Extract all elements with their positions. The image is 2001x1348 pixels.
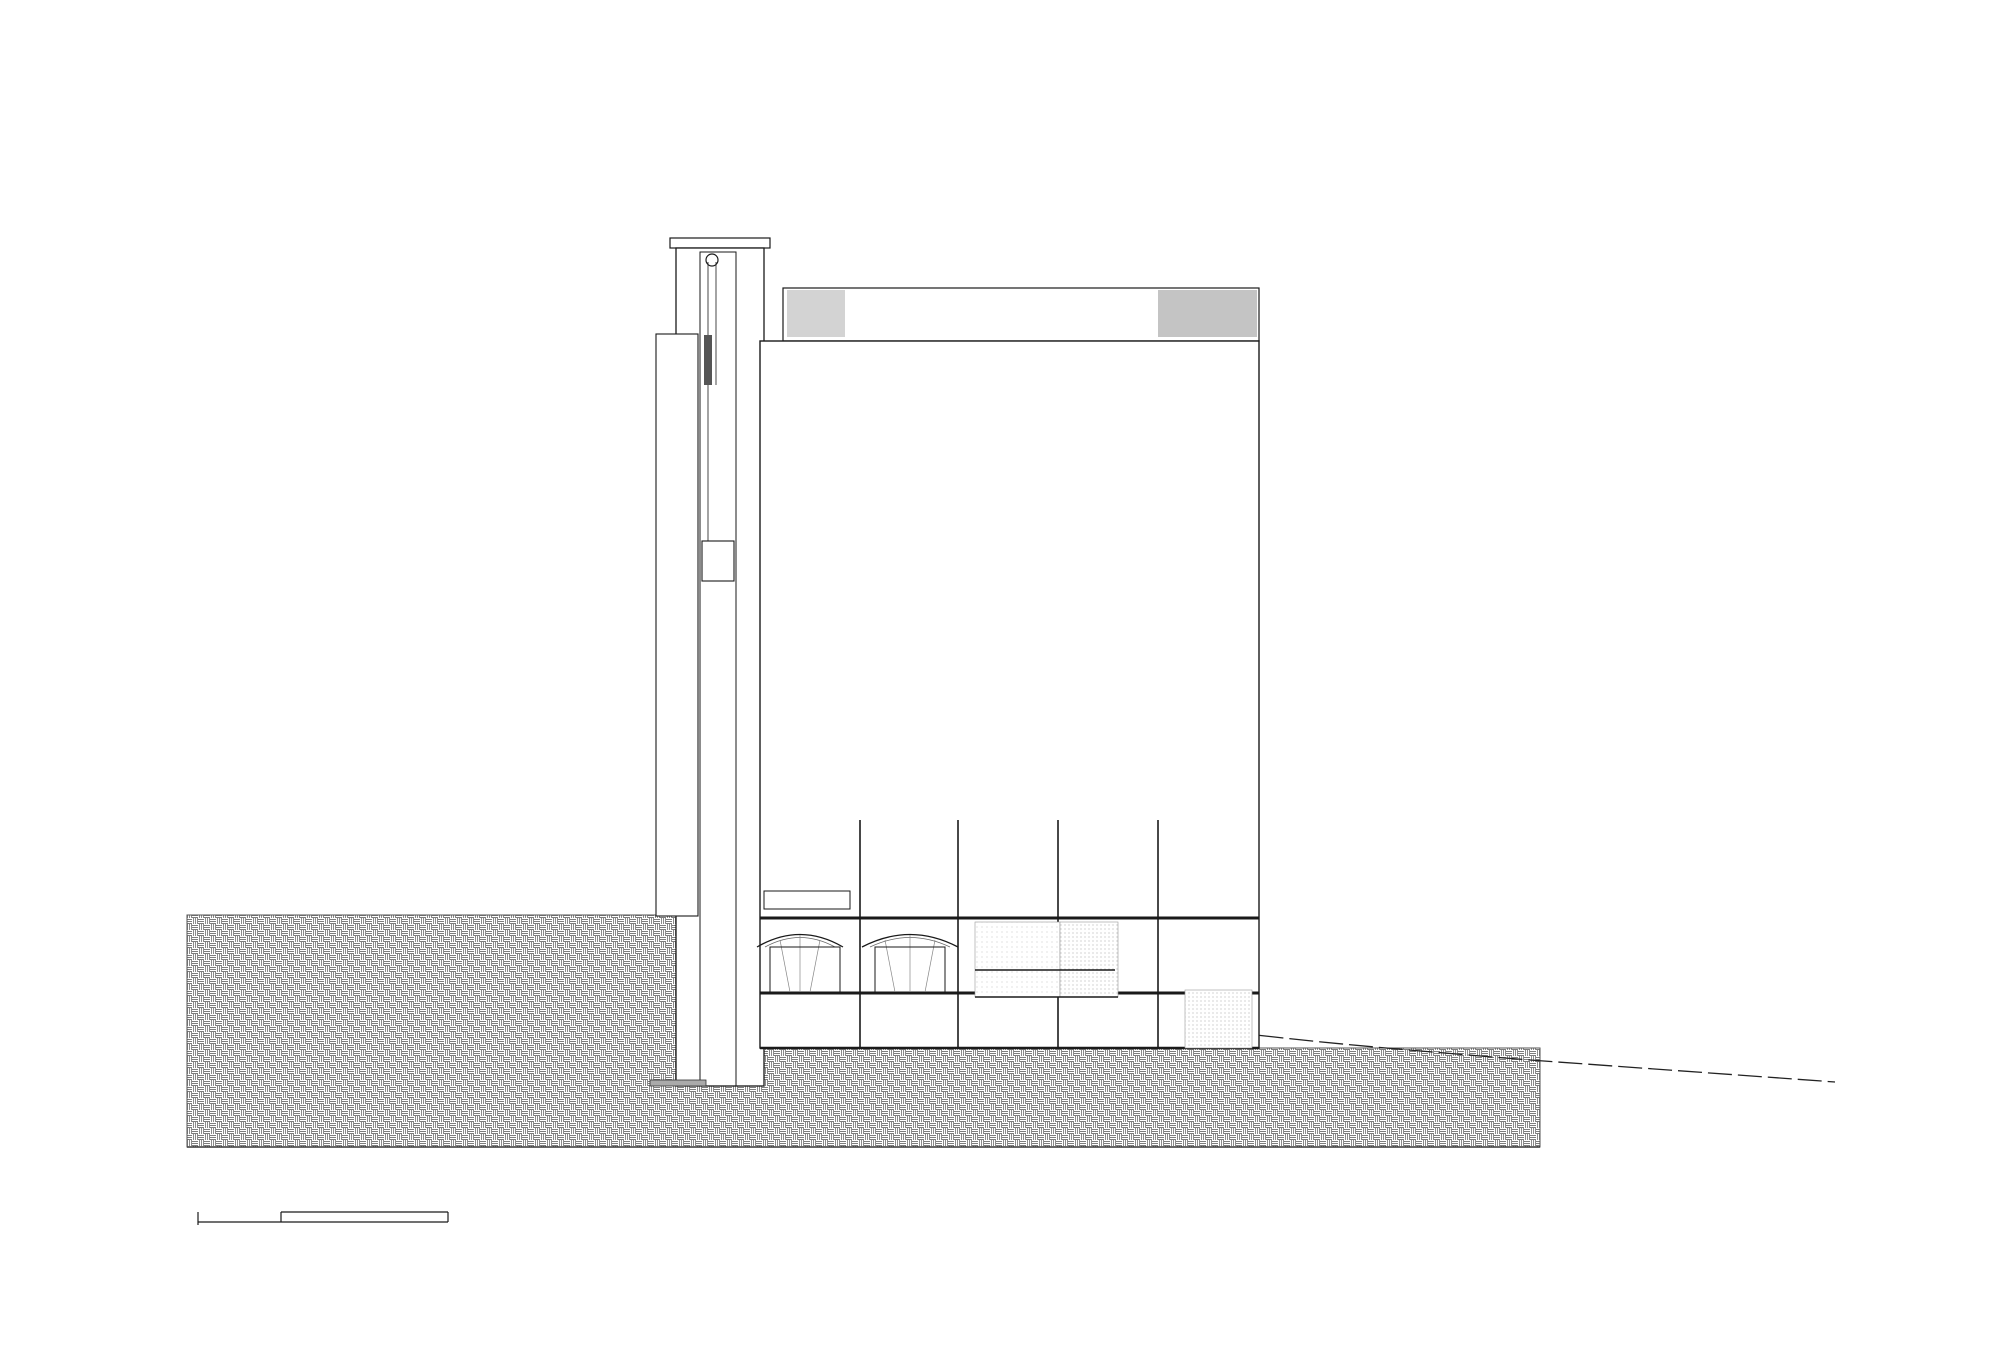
roof-grey-panel [1158,290,1257,337]
lift-cab [702,541,734,581]
ground-right [695,1048,1540,1147]
dotted-infill [1185,990,1252,1048]
tower-cap [670,238,770,248]
roof-level [783,288,1259,341]
ground-left [187,915,695,1147]
rack-frame [764,891,850,909]
dotted-wall [1060,922,1118,997]
textured-wall [975,922,1060,997]
counterweight [704,335,712,385]
stair-block [656,334,698,916]
scale-bar [198,1212,448,1225]
tower-footing [650,1080,706,1086]
roof-grey-panel-left [787,290,845,337]
